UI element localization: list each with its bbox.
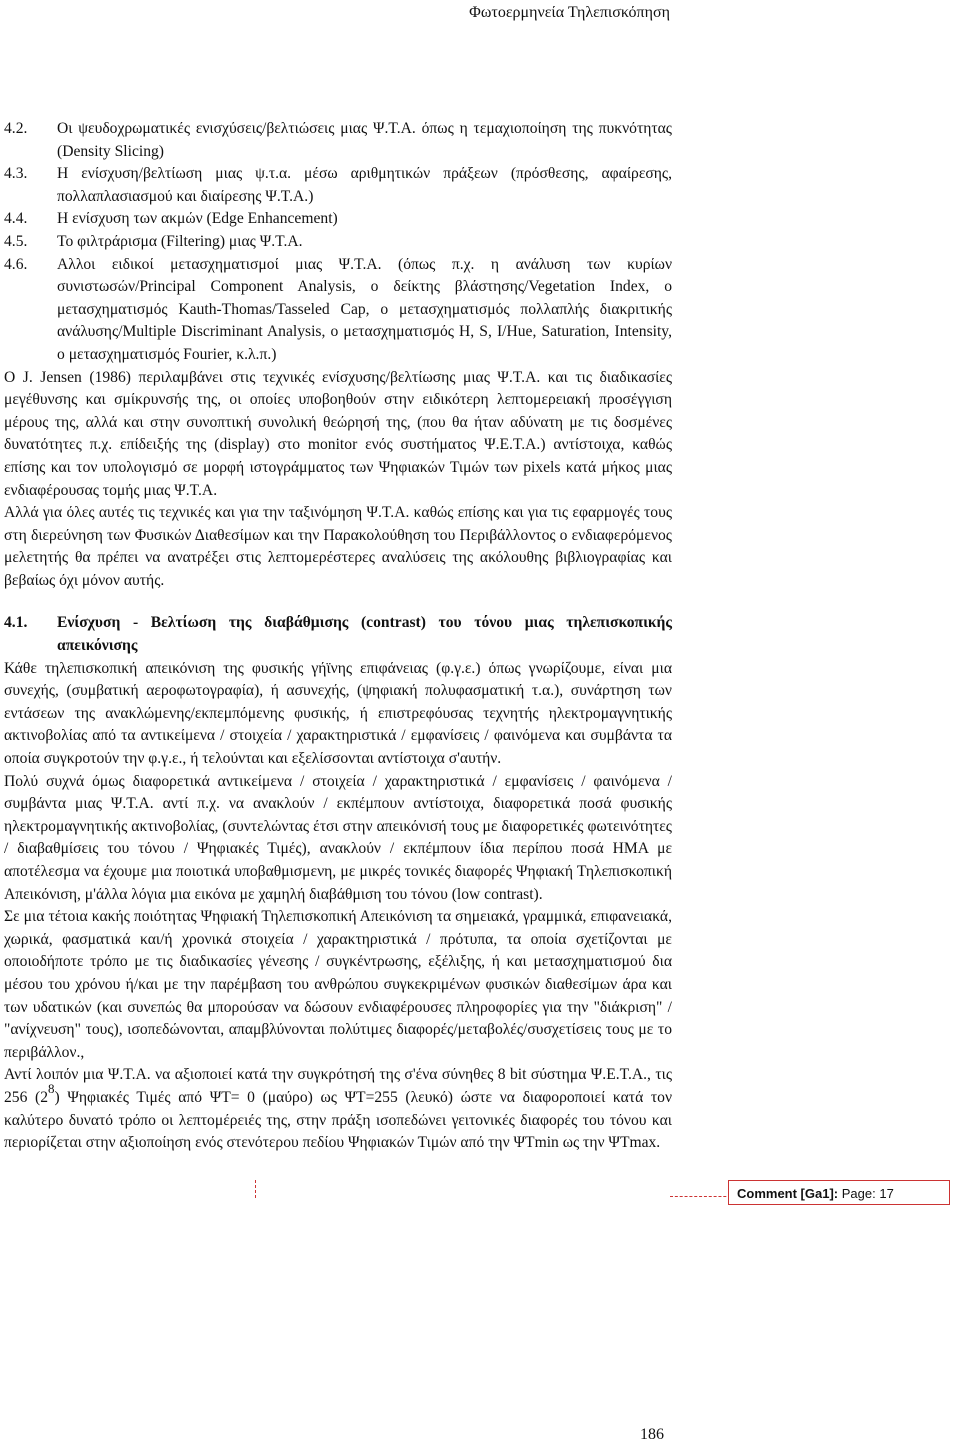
body-text: Αντί λοιπόν μια Ψ.Τ.Α. να αξιοποιεί κατά την συγκρότησή της σ'ένα σύνηθες 8 bit σύστημα Ψ.Ε.Τ.Α., τις 256 (2: [4, 1066, 672, 1106]
toc-text: Η ενίσχυση των ακμών (Edge Enhancement): [57, 210, 338, 228]
section-title: Ενίσχυση - Βελτίωση της διαβάθμισης (contrast) του τόνου μιας τηλεπισκοπικής απεικόνισης: [57, 614, 672, 655]
superscript: 8: [48, 1080, 55, 1096]
toc-number: 4.5.: [4, 232, 28, 250]
body-text: ) Ψηφιακές Τιμές από ΨΤ= 0 (μαύρο) ως ΨΤ=255 (λευκό) ώστε να διαφοροποιεί κατά τον καλύτερο δυνατό τρόπο οι λεπτομέρειές της, στην πράξη ισοπεδώνει γειτονικές διαφορές του τόνου και περιορίζεται στην αξιοποίηση ενός στενότερου πεδίου Ψηφιακών Τιμών από την ΨΤmin ως την ΨΤmax.: [4, 1088, 672, 1152]
toc-item: [4, 163, 672, 208]
intro-paragraph: Ο J. Jensen (1986) περιλαμβάνει στις τεχνικές ενίσχυσης/βελτίωσης μιας Ψ.Τ.Α. και τις διαδικασίες μεγέθυνσης και σμίκρυνσής της, οι οποίες υποβοηθούν στην ειδικότερη λεπτομερειακή προσέγγιση μέρους της, αλλά και στην συνοπτική συνολική θεώρησή της, (που θα ήταν αδύνατη με τις δοσμένες δυνατότητες π.χ. επίδειξής της (display) στο monitor ενός συστήματος Ψ.Ε.Τ.Α.) αντίστοιχα, καθώς επίσης και τον υπολογισμό σε μορφή ιστογράμματος των Ψηφιακών Τιμών των pixels κατά μήκος μιας ενδιαφέρουσας τομής μιας Ψ.Τ.Α.: [4, 368, 672, 499]
comment-anchor: [255, 1180, 257, 1198]
body-paragraph: Πολύ συχνά όμως διαφορετικά αντικείμενα / στοιχεία / χαρακτηριστικά / εμφανίσεις / φαινόμενα / συμβάντα μιας Ψ.Τ.Α. αντί π.χ. να ανακλούν / εκπέμπουν αντίστοιχα, διαφορετικά ποσά φυσικής ηλεκτρομαγνητικής ακτινοβολίας, (συντελώντας έτσι στην απεικόνισή τους με διαφορετικές φωτεινότητες / διαβαθμίσεις του τόνου / Ψηφιακές Τιμές), ανακλούν / εκπέμπουν ίδια περίπου ποσά ΗΜΑ με αποτέλεσμα να έχουμε μια ποιοτικά υποβαθμισμενη, με μικρές τονικές διαφορές Ψηφιακή Τηλεπισκοπική Απεικόνιση, μ'άλλα λόγια μια εικόνα με χαμηλή διαβάθμιση του τόνου (low contrast).: [4, 772, 672, 903]
toc-number: 4.4.: [4, 210, 28, 228]
page-number: 186: [640, 1426, 664, 1443]
toc-number: 4.6.: [4, 255, 28, 273]
comment-text: Page: 17: [841, 1186, 894, 1201]
toc-list: [4, 118, 672, 367]
toc-item: [4, 118, 672, 163]
page-header: Φωτοερμηνεία Τηλεπισκόπηση: [469, 4, 670, 21]
toc-item: [4, 208, 672, 231]
comment-balloon[interactable]: [728, 1180, 950, 1205]
section-heading: [4, 612, 672, 657]
document-body: [4, 118, 672, 1155]
body-paragraph: Κάθε τηλεπισκοπική απεικόνιση της φυσικής γήϊνης επιφάνειας (φ.γ.ε.) όπως γνωρίζουμε, είναι μια συνεχής, (συμβατική αεροφωτογραφία), ή ασυνεχής, (ψηφιακή πολυφασματική τ.α.), συνάρτηση των εντάσεων της ανακλώμενης/εκπεμπόμενης φυσικής, ή επιστρεφόυσας τεχνητής ηλεκτρομαγνητικής ακτινοβολίας από τα αντικείμενα / στοιχεία / χαρακτηριστικά / εμφανίσεις / φαινόμενα και συμβάντα τα οποία συγκροτούν την φ.γ.ε., ή τελούνται και εξελίσσονται αντίστοιχα σ'αυτήν.: [4, 659, 672, 768]
comment-label: Comment [Ga1]:: [737, 1186, 839, 1201]
comment-connector: [670, 1196, 736, 1197]
section-number: 4.1.: [4, 614, 28, 632]
toc-number: 4.3.: [4, 165, 28, 183]
intro-paragraph: Αλλά για όλες αυτές τις τεχνικές και για την ταξινόμηση Ψ.Τ.Α. καθώς επίσης και για τις εφαρμογές τους στη διερεύνηση των Φυσικών Διαθεσίμων και την Παρακολούθηση του Περιβάλλοντος ο ενδιαφερόμενος μελετητής θα πρέπει να ανατρέξει στις λεπτομερέστερες αναλύσεις της ακόλουθης βιβλιογραφίας και βεβαίως όχι μόνον αυτής.: [4, 504, 672, 589]
toc-text: Η ενίσχυση/βελτίωση μιας ψ.τ.α. μέσω αριθμητικών πράξεων (πρόσθεσης, αφαίρεσης, πολλαπλασιασμού και διαίρεσης Ψ.Τ.Α.): [57, 165, 672, 205]
body-paragraph: Σε μια τέτοια κακής ποιότητας Ψηφιακή Τηλεπισκοπική Απεικόνιση τα σημειακά, γραμμικά, επιφανειακά, χωρικά, φασματικά και/ή χρονικά στοιχεία / χαρακτηριστικά / πρότυπα, τα οποία σχετίζονται με οποιοδήποτε τρόπο με τις διαδικασίες γένεσης / συγκέντρωσης, εξέλιξης, ή και μετασχηματισμού δια μέσου του χρόνου ή/και με την παρέμβαση του ανθρώπου συγκεκριμένων φυσικών διαθεσίμων άρα και των υδατικών (και συνεπώς θα μπορούσαν να δώσουν ενδιαφέρουσες πληροφορίες για την "διάκριση" / "ανίχνευση" τους), ισοπεδώνονται, απαμβλύνονται πολύτιμες διαφορές/μεταβολές/συσχετίσεις τους με το περιβάλλον.,: [4, 908, 672, 1061]
toc-text: Οι ψευδοχρωματικές ενισχύσεις/βελτιώσεις μιας Ψ.Τ.Α. όπως η τεμαχιοποίηση της πυκνότητας (Density Slicing): [57, 120, 672, 160]
toc-text: Αλλοι ειδικοί μετασχηματισμοί μιας Ψ.Τ.Α. (όπως π.χ. η ανάλυση των κυρίων συνιστωσών/Principal Component Analysis, ο δείκτης βλάστησης/Vegetation Index, ο μετασχηματισμός Kauth-Thomas/Tasseled Cap, ο μετασχηματισμός πολλαπλής διακριτικής ανάλυσης/Multiple Discriminant Analysis, ο μετασχηματισμός H, S, I/Hue, Saturation, Intensity, ο μετασχηματισμός Fourier, κ.λ.π.): [57, 255, 672, 363]
toc-text: Το φιλτράρισμα (Filtering) μιας Ψ.Τ.Α.: [57, 232, 303, 250]
toc-item: [4, 254, 672, 367]
toc-item: [4, 231, 672, 254]
toc-number: 4.2.: [4, 120, 28, 137]
body-paragraph: [4, 1064, 672, 1154]
